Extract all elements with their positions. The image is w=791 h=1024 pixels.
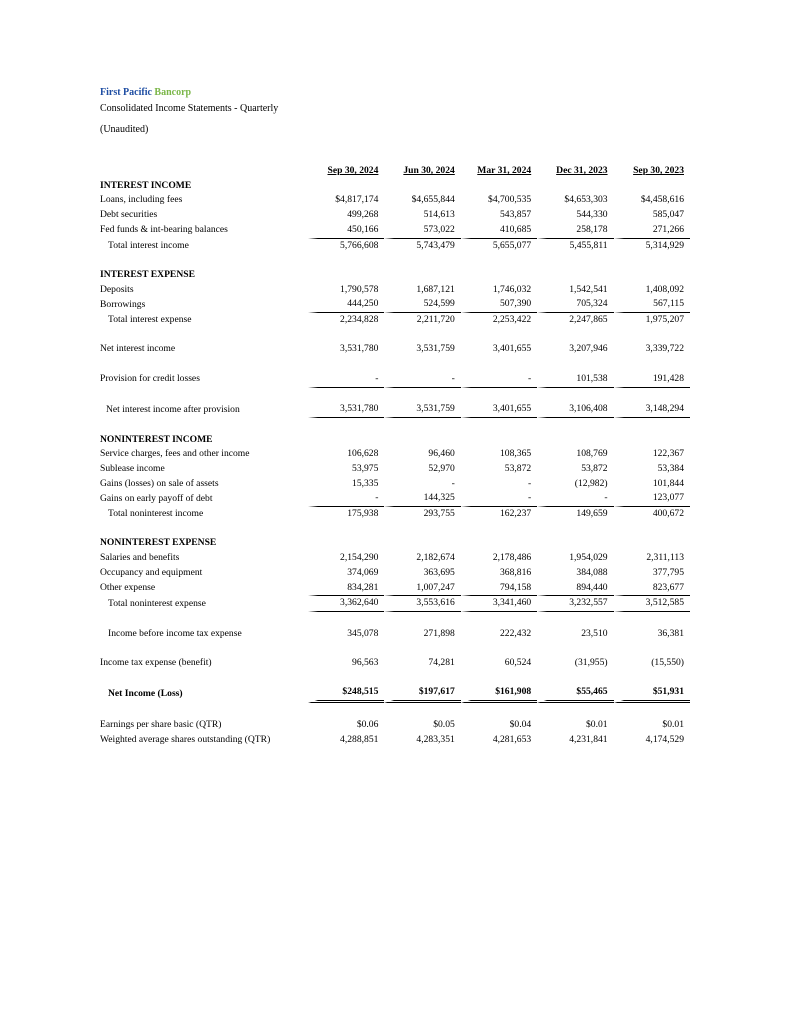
row-value: 53,872 xyxy=(537,462,613,477)
row-value: $197,617 xyxy=(384,685,460,703)
row-label: Total interest income xyxy=(108,239,189,251)
row-value: 2,311,113 xyxy=(614,551,690,566)
spacer-row xyxy=(98,253,690,268)
row-value: 149,659 xyxy=(537,507,613,522)
row-value: $55,465 xyxy=(537,685,613,703)
row-value: - xyxy=(537,491,613,507)
row-value: 2,182,674 xyxy=(384,551,460,566)
row-value: 400,672 xyxy=(614,507,690,522)
column-header: Jun 30, 2024 xyxy=(384,164,460,179)
row-net-income xyxy=(98,685,690,703)
row-value: 1,975,207 xyxy=(614,313,690,328)
row-value: - xyxy=(308,491,384,507)
row-label: Net Income (Loss) xyxy=(108,687,183,699)
row-value: 794,158 xyxy=(461,581,537,597)
row-occupancy xyxy=(98,566,690,581)
row-value: $161,908 xyxy=(461,685,537,703)
row-value: 3,341,460 xyxy=(461,596,537,612)
statement-title: Consolidated Income Statements - Quarterly xyxy=(100,103,279,114)
row-value: 2,178,486 xyxy=(461,551,537,566)
row-fed-funds xyxy=(98,223,690,239)
row-value: $0.05 xyxy=(384,718,460,733)
row-value: 4,174,529 xyxy=(614,733,690,748)
row-service-charges xyxy=(98,447,690,462)
row-label: Loans, including fees xyxy=(100,194,183,206)
row-value: - xyxy=(461,477,537,492)
row-value: 3,531,780 xyxy=(308,342,384,357)
row-net-interest-income xyxy=(98,342,690,357)
row-value: $0.04 xyxy=(461,718,537,733)
row-label: Fed funds & int-bearing balances xyxy=(100,224,228,236)
row-value: $4,817,174 xyxy=(308,193,384,208)
row-value: 3,531,780 xyxy=(308,402,384,418)
spacer-row xyxy=(98,641,690,656)
unaudited-note: (Unaudited) xyxy=(100,124,149,135)
row-value: 3,401,655 xyxy=(461,402,537,418)
row-nii-after-provision xyxy=(98,402,690,418)
row-value: 3,339,722 xyxy=(614,342,690,357)
row-value: 1,007,247 xyxy=(384,581,460,597)
row-value: 507,390 xyxy=(461,297,537,313)
row-value: - xyxy=(384,477,460,492)
row-value: 15,335 xyxy=(308,477,384,492)
row-label: Borrowings xyxy=(100,298,146,310)
row-label: Debt securities xyxy=(100,209,158,221)
row-label: Occupancy and equipment xyxy=(100,566,203,578)
row-value: 96,460 xyxy=(384,447,460,462)
row-value: 258,178 xyxy=(537,223,613,239)
row-value: 894,440 xyxy=(537,581,613,597)
row-value: 2,154,290 xyxy=(308,551,384,566)
row-value: 1,408,092 xyxy=(614,283,690,298)
company-name-part1: First Pacific xyxy=(100,87,152,98)
row-value: 96,563 xyxy=(308,656,384,671)
row-value: 5,314,929 xyxy=(614,239,690,254)
section-noninterest-expense xyxy=(98,536,690,551)
row-value: 3,232,557 xyxy=(537,596,613,612)
row-value: 122,367 xyxy=(614,447,690,462)
row-value: 5,743,479 xyxy=(384,239,460,254)
row-label: Total noninterest expense xyxy=(108,597,206,609)
row-value: 524,599 xyxy=(384,297,460,313)
row-label: Net interest income after provision xyxy=(106,403,240,415)
row-value: 52,970 xyxy=(384,462,460,477)
row-value: 5,655,077 xyxy=(461,239,537,254)
spacer-row xyxy=(98,612,690,627)
column-header-row xyxy=(98,164,690,179)
row-value: $0.01 xyxy=(614,718,690,733)
row-debt-securities xyxy=(98,208,690,223)
row-value: 1,790,578 xyxy=(308,283,384,298)
section-heading: NONINTEREST EXPENSE xyxy=(100,537,217,549)
company-name-part2: Bancorp xyxy=(154,87,192,98)
row-value: 191,428 xyxy=(614,372,690,388)
row-value: $248,515 xyxy=(308,685,384,703)
row-value: 162,237 xyxy=(461,507,537,522)
row-value: 834,281 xyxy=(308,581,384,597)
row-label: Total interest expense xyxy=(108,314,192,326)
row-value: 1,687,121 xyxy=(384,283,460,298)
row-value: 567,115 xyxy=(614,297,690,313)
row-loans xyxy=(98,193,690,208)
column-header: Dec 31, 2023 xyxy=(537,164,613,179)
row-value: 1,746,032 xyxy=(461,283,537,298)
row-label: Income tax expense (benefit) xyxy=(100,657,212,669)
row-value: 544,330 xyxy=(537,208,613,223)
row-value: 53,384 xyxy=(614,462,690,477)
row-value: (12,982) xyxy=(537,477,613,492)
row-value: 271,266 xyxy=(614,223,690,239)
row-label: Earnings per share basic (QTR) xyxy=(100,718,222,730)
row-value: 175,938 xyxy=(308,507,384,522)
row-value: 53,872 xyxy=(461,462,537,477)
row-value: 293,755 xyxy=(384,507,460,522)
row-total-interest-income xyxy=(98,239,690,254)
row-value: 2,253,422 xyxy=(461,313,537,328)
row-value: 3,362,640 xyxy=(308,596,384,612)
row-value: 499,268 xyxy=(308,208,384,223)
row-value: $0.06 xyxy=(308,718,384,733)
row-label: Salaries and benefits xyxy=(100,552,180,564)
row-label: Sublease income xyxy=(100,462,165,474)
row-value: 4,231,841 xyxy=(537,733,613,748)
row-value: - xyxy=(461,491,537,507)
spacer-row xyxy=(98,357,690,372)
row-value: (31,955) xyxy=(537,656,613,671)
row-value: 410,685 xyxy=(461,223,537,239)
row-label: Total noninterest income xyxy=(108,508,204,520)
row-gains-sale-assets xyxy=(98,477,690,492)
row-label: Weighted average shares outstanding (QTR) xyxy=(100,733,271,745)
row-value: 705,324 xyxy=(537,297,613,313)
row-value: 144,325 xyxy=(384,491,460,507)
spacer-row xyxy=(98,328,690,343)
row-value: 101,538 xyxy=(537,372,613,388)
row-value: 271,898 xyxy=(384,627,460,642)
row-value: 3,531,759 xyxy=(384,342,460,357)
income-statement-table xyxy=(98,164,690,747)
row-value: 4,281,653 xyxy=(461,733,537,748)
row-value: (15,550) xyxy=(614,656,690,671)
row-value: 3,148,294 xyxy=(614,402,690,418)
column-header: Mar 31, 2024 xyxy=(461,164,537,179)
row-sublease-income xyxy=(98,462,690,477)
row-value: 74,281 xyxy=(384,656,460,671)
row-value: 444,250 xyxy=(308,297,384,313)
row-value: 3,531,759 xyxy=(384,402,460,418)
row-label: Net interest income xyxy=(100,343,176,355)
row-value: 5,766,608 xyxy=(308,239,384,254)
row-value: 2,247,865 xyxy=(537,313,613,328)
row-label: Service charges, fees and other income xyxy=(100,448,250,460)
spacer-row xyxy=(98,418,690,433)
row-borrowings xyxy=(98,297,690,313)
row-income-before-tax xyxy=(98,627,690,642)
row-value: 363,695 xyxy=(384,566,460,581)
row-value: 36,381 xyxy=(614,627,690,642)
spacer-row xyxy=(98,522,690,537)
column-header: Sep 30, 2024 xyxy=(308,164,384,179)
row-label: Provision for credit losses xyxy=(100,373,200,385)
spacer-row xyxy=(98,703,690,718)
row-label: Gains (losses) on sale of assets xyxy=(100,477,219,489)
row-value: 374,069 xyxy=(308,566,384,581)
row-value: - xyxy=(384,372,460,388)
row-value: 3,207,946 xyxy=(537,342,613,357)
row-value: 108,365 xyxy=(461,447,537,462)
section-heading: INTEREST EXPENSE xyxy=(100,268,195,280)
row-value: 23,510 xyxy=(537,627,613,642)
row-other-expense xyxy=(98,581,690,597)
row-value: 573,022 xyxy=(384,223,460,239)
row-value: - xyxy=(461,372,537,388)
row-value: 514,613 xyxy=(384,208,460,223)
row-value: 123,077 xyxy=(614,491,690,507)
row-value: $0.01 xyxy=(537,718,613,733)
row-value: 4,283,351 xyxy=(384,733,460,748)
row-value: 384,088 xyxy=(537,566,613,581)
row-value: 1,542,541 xyxy=(537,283,613,298)
section-heading: INTEREST INCOME xyxy=(100,179,192,191)
row-value: 3,401,655 xyxy=(461,342,537,357)
row-label: Gains on early payoff of debt xyxy=(100,492,213,504)
row-value: 2,234,828 xyxy=(308,313,384,328)
row-value: 101,844 xyxy=(614,477,690,492)
row-value: 2,211,720 xyxy=(384,313,460,328)
row-value: $4,653,303 xyxy=(537,193,613,208)
section-heading: NONINTEREST INCOME xyxy=(100,433,213,445)
row-value: 222,432 xyxy=(461,627,537,642)
section-interest-income xyxy=(98,179,690,194)
row-total-interest-expense xyxy=(98,313,690,328)
row-value: $51,931 xyxy=(614,685,690,703)
row-value: 3,106,408 xyxy=(537,402,613,418)
section-interest-expense xyxy=(98,268,690,283)
row-value: 3,553,616 xyxy=(384,596,460,612)
row-value: 5,455,811 xyxy=(537,239,613,254)
company-name xyxy=(100,86,191,99)
spacer-row xyxy=(98,671,690,686)
row-label: Income before income tax expense xyxy=(108,627,242,639)
row-deposits xyxy=(98,283,690,298)
row-value: 1,954,029 xyxy=(537,551,613,566)
row-eps xyxy=(98,718,690,733)
row-value: 53,975 xyxy=(308,462,384,477)
section-noninterest-income xyxy=(98,433,690,448)
row-income-tax xyxy=(98,656,690,671)
row-value: 3,512,585 xyxy=(614,596,690,612)
row-value: - xyxy=(308,372,384,388)
row-total-noninterest-income xyxy=(98,507,690,522)
row-value: 368,816 xyxy=(461,566,537,581)
row-gains-payoff-debt xyxy=(98,491,690,507)
row-value: 450,166 xyxy=(308,223,384,239)
row-provision xyxy=(98,372,690,388)
row-value: 543,857 xyxy=(461,208,537,223)
row-value: $4,655,844 xyxy=(384,193,460,208)
row-value: 60,524 xyxy=(461,656,537,671)
row-weighted-shares xyxy=(98,733,690,748)
column-header: Sep 30, 2023 xyxy=(614,164,690,179)
row-value: $4,458,616 xyxy=(614,193,690,208)
row-value: 108,769 xyxy=(537,447,613,462)
row-value: 823,677 xyxy=(614,581,690,597)
header-blank xyxy=(98,164,308,179)
row-value: 4,288,851 xyxy=(308,733,384,748)
row-value: 106,628 xyxy=(308,447,384,462)
row-value: $4,700,535 xyxy=(461,193,537,208)
row-total-noninterest-expense xyxy=(98,596,690,612)
row-value: 345,078 xyxy=(308,627,384,642)
row-label: Deposits xyxy=(100,283,134,295)
spacer-row xyxy=(98,388,690,403)
row-value: 377,795 xyxy=(614,566,690,581)
row-label: Other expense xyxy=(100,582,156,594)
row-value: 585,047 xyxy=(614,208,690,223)
row-salaries xyxy=(98,551,690,566)
